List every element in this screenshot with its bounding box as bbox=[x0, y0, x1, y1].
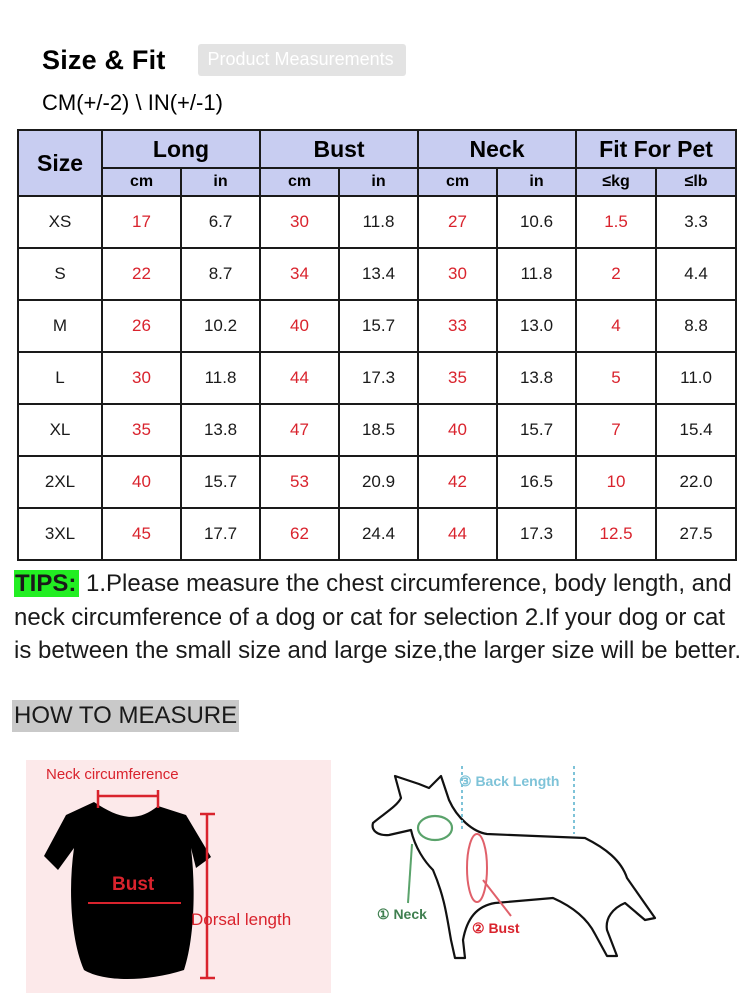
long-group-header: Long bbox=[102, 130, 260, 168]
unit-header: in bbox=[497, 168, 576, 196]
unit-header: ≤kg bbox=[576, 168, 656, 196]
shirt-illustration bbox=[26, 760, 331, 993]
table-cell: 13.0 bbox=[497, 300, 576, 352]
table-cell: 35 bbox=[102, 404, 181, 456]
size-column-header: Size bbox=[18, 130, 102, 196]
table-cell: 13.8 bbox=[181, 404, 260, 456]
how-to-measure-heading: HOW TO MEASURE bbox=[12, 700, 239, 732]
size-cell: XL bbox=[18, 404, 102, 456]
back-length-label: ③ Back Length bbox=[459, 773, 560, 789]
table-cell: 3.3 bbox=[656, 196, 736, 248]
dog-measure-diagram bbox=[355, 758, 735, 993]
table-cell: 10.6 bbox=[497, 196, 576, 248]
tips-text: 1.Please measure the chest circumference, body length, and neck circumference of a dog or cat for selection 2.If your dog or cat is between the small size and large size,the larger size will be better. bbox=[14, 570, 742, 664]
tolerance-note: CM(+/-2) \ IN(+/-1) bbox=[42, 90, 223, 115]
product-measurements-badge: Product Measurements bbox=[198, 44, 406, 76]
tips-paragraph bbox=[14, 567, 744, 668]
dog-bust-label: ② Bust bbox=[472, 920, 520, 936]
table-cell: 44 bbox=[260, 352, 339, 404]
unit-header-row bbox=[18, 168, 736, 196]
fit-for-pet-group-header: Fit For Pet bbox=[576, 130, 736, 168]
table-cell: 17 bbox=[102, 196, 181, 248]
table-cell: 53 bbox=[260, 456, 339, 508]
size-cell: S bbox=[18, 248, 102, 300]
neck-group-header: Neck bbox=[418, 130, 576, 168]
unit-header: cm bbox=[102, 168, 181, 196]
table-cell: 11.8 bbox=[181, 352, 260, 404]
table-cell: 33 bbox=[418, 300, 497, 352]
size-cell: L bbox=[18, 352, 102, 404]
table-cell: 22 bbox=[102, 248, 181, 300]
table-cell: 40 bbox=[260, 300, 339, 352]
table-cell: 13.4 bbox=[339, 248, 418, 300]
table-cell: 13.8 bbox=[497, 352, 576, 404]
table-cell: 30 bbox=[418, 248, 497, 300]
table-row bbox=[18, 508, 736, 560]
table-row bbox=[18, 196, 736, 248]
dog-illustration bbox=[355, 758, 735, 993]
size-chart-table bbox=[17, 129, 737, 561]
unit-header: cm bbox=[418, 168, 497, 196]
table-cell: 15.7 bbox=[497, 404, 576, 456]
dog-neck-label: ① Neck bbox=[377, 906, 427, 922]
table-cell: 27.5 bbox=[656, 508, 736, 560]
table-cell: 30 bbox=[102, 352, 181, 404]
table-cell: 2 bbox=[576, 248, 656, 300]
table-cell: 4 bbox=[576, 300, 656, 352]
table-cell: 4.4 bbox=[656, 248, 736, 300]
size-rows bbox=[18, 196, 736, 560]
table-cell: 17.3 bbox=[339, 352, 418, 404]
tips-label: TIPS: bbox=[14, 570, 79, 597]
table-cell: 42 bbox=[418, 456, 497, 508]
table-cell: 30 bbox=[260, 196, 339, 248]
size-cell: 2XL bbox=[18, 456, 102, 508]
table-cell: 22.0 bbox=[656, 456, 736, 508]
table-cell: 11.8 bbox=[497, 248, 576, 300]
size-cell: XS bbox=[18, 196, 102, 248]
table-row bbox=[18, 248, 736, 300]
table-cell: 17.7 bbox=[181, 508, 260, 560]
table-cell: 62 bbox=[260, 508, 339, 560]
table-cell: 24.4 bbox=[339, 508, 418, 560]
table-cell: 15.7 bbox=[181, 456, 260, 508]
shirt-measure-diagram bbox=[26, 760, 331, 993]
table-cell: 18.5 bbox=[339, 404, 418, 456]
size-cell: 3XL bbox=[18, 508, 102, 560]
table-cell: 5 bbox=[576, 352, 656, 404]
table-cell: 17.3 bbox=[497, 508, 576, 560]
table-row bbox=[18, 352, 736, 404]
table-cell: 15.7 bbox=[339, 300, 418, 352]
table-cell: 15.4 bbox=[656, 404, 736, 456]
table-cell: 45 bbox=[102, 508, 181, 560]
table-cell: 27 bbox=[418, 196, 497, 248]
unit-header: cm bbox=[260, 168, 339, 196]
table-cell: 34 bbox=[260, 248, 339, 300]
table-cell: 35 bbox=[418, 352, 497, 404]
table-cell: 26 bbox=[102, 300, 181, 352]
table-row bbox=[18, 404, 736, 456]
table-cell: 40 bbox=[102, 456, 181, 508]
unit-header: ≤lb bbox=[656, 168, 736, 196]
table-cell: 12.5 bbox=[576, 508, 656, 560]
table-cell: 6.7 bbox=[181, 196, 260, 248]
header bbox=[42, 44, 406, 76]
table-cell: 8.7 bbox=[181, 248, 260, 300]
table-row bbox=[18, 456, 736, 508]
bust-group-header: Bust bbox=[260, 130, 418, 168]
table-cell: 44 bbox=[418, 508, 497, 560]
page-title: Size & Fit bbox=[42, 44, 166, 75]
table-cell: 20.9 bbox=[339, 456, 418, 508]
table-cell: 1.5 bbox=[576, 196, 656, 248]
table-cell: 11.8 bbox=[339, 196, 418, 248]
table-row bbox=[18, 300, 736, 352]
table-cell: 11.0 bbox=[656, 352, 736, 404]
dorsal-length-label: Dorsal length bbox=[191, 910, 292, 929]
table-cell: 8.8 bbox=[656, 300, 736, 352]
unit-header: in bbox=[339, 168, 418, 196]
table-cell: 10.2 bbox=[181, 300, 260, 352]
size-cell: M bbox=[18, 300, 102, 352]
neck-circumference-label: Neck circumference bbox=[46, 766, 179, 783]
table-cell: 16.5 bbox=[497, 456, 576, 508]
table-cell: 40 bbox=[418, 404, 497, 456]
table-cell: 10 bbox=[576, 456, 656, 508]
unit-header: in bbox=[181, 168, 260, 196]
table-cell: 7 bbox=[576, 404, 656, 456]
bust-label: Bust bbox=[112, 874, 155, 895]
table-cell: 47 bbox=[260, 404, 339, 456]
